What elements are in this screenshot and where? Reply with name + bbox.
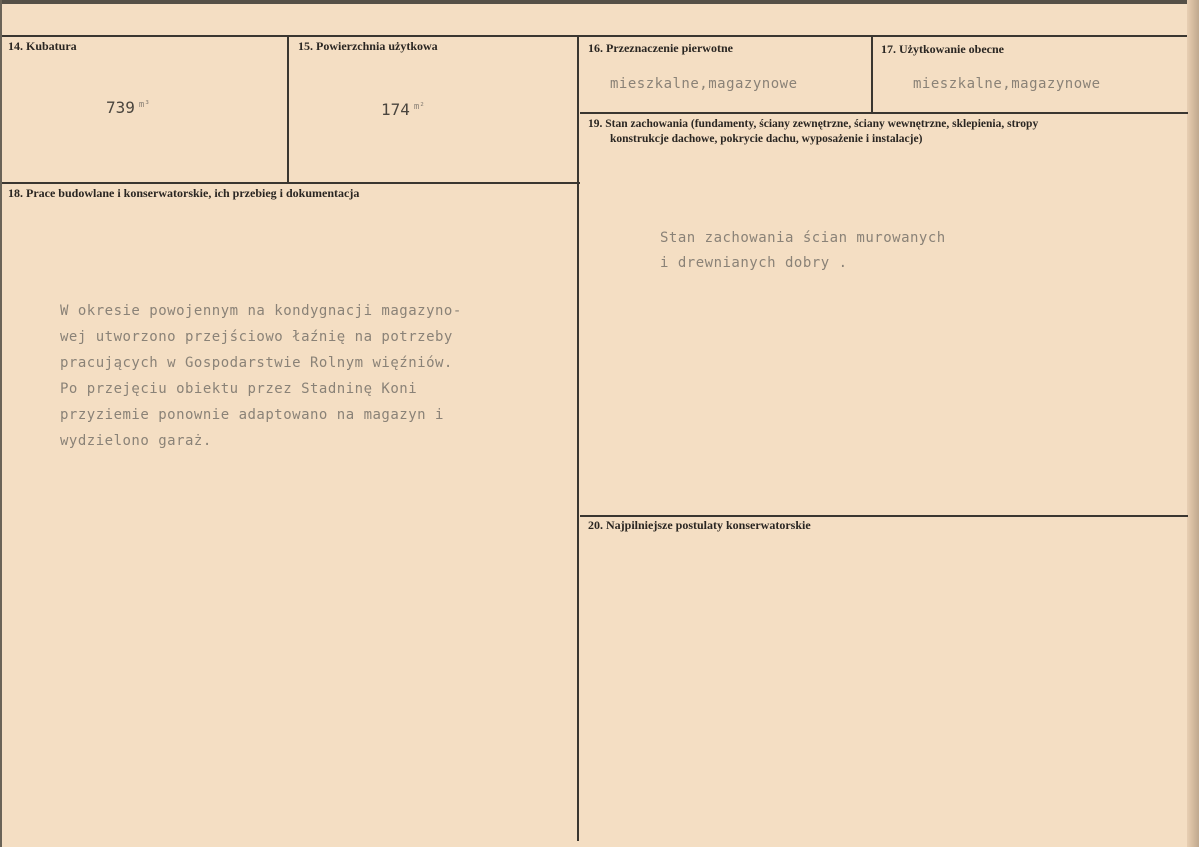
field-19-line-1: Stan zachowania ścian murowanych — [660, 230, 946, 246]
card-left-edge — [0, 0, 2, 847]
field-16-value: mieszkalne,magazynowe — [610, 76, 798, 92]
field-18-label: 18. Prace budowlane i konserwatorskie, ich przebieg i dokumentacja — [8, 186, 360, 200]
divider-field19-bottom — [580, 515, 1188, 517]
field-19-label-continued: konstrukcje dachowe, pokrycie dachu, wyposażenie i instalacje) — [610, 133, 923, 145]
field-18-line-3: pracujących w Gospodarstwie Rolnym więźniów. — [60, 355, 453, 371]
card-right-edge — [1187, 0, 1199, 847]
powierzchnia-unit: m² — [413, 101, 425, 112]
field-20-label: 20. Najpilniejsze postulaty konserwatorskie — [588, 518, 811, 532]
kubatura-number: 739 — [106, 98, 135, 117]
divider-main-column — [577, 35, 579, 841]
field-19-line-2: i drewnianych dobry . — [660, 255, 848, 271]
divider-row1-bottom-right — [580, 112, 1188, 114]
field-19-label: 19. Stan zachowania (fundamenty, ściany zewnętrzne, ściany wewnętrzne, sklepienia, stropy — [588, 118, 1039, 130]
field-18-line-5: przyziemie ponownie adaptowano na magazyn i — [60, 407, 444, 423]
divider-col-16-17 — [871, 35, 873, 112]
divider-row1-bottom-left — [2, 182, 580, 184]
field-15-label: 15. Powierzchnia użytkowa — [298, 39, 438, 53]
field-15-value — [381, 100, 425, 119]
divider-top-row — [2, 35, 1187, 37]
field-17-label: 17. Użytkowanie obecne — [881, 42, 1004, 56]
field-14-label: 14. Kubatura — [8, 39, 77, 53]
field-17-value: mieszkalne,magazynowe — [913, 76, 1101, 92]
kubatura-unit: m³ — [138, 99, 150, 110]
card-top-edge — [0, 0, 1199, 4]
field-18-line-6: wydzielono garaż. — [60, 433, 212, 449]
field-16-label: 16. Przeznaczenie pierwotne — [588, 41, 733, 55]
field-18-line-1: W okresie powojennym na kondygnacji magazyno- — [60, 303, 462, 319]
divider-col-14-15 — [287, 35, 289, 182]
field-18-line-2: wej utworzono przejściowo łaźnię na potrzeby — [60, 329, 453, 345]
field-14-value — [106, 98, 150, 117]
powierzchnia-number: 174 — [381, 100, 410, 119]
field-18-line-4: Po przejęciu obiektu przez Stadninę Koni — [60, 381, 418, 397]
